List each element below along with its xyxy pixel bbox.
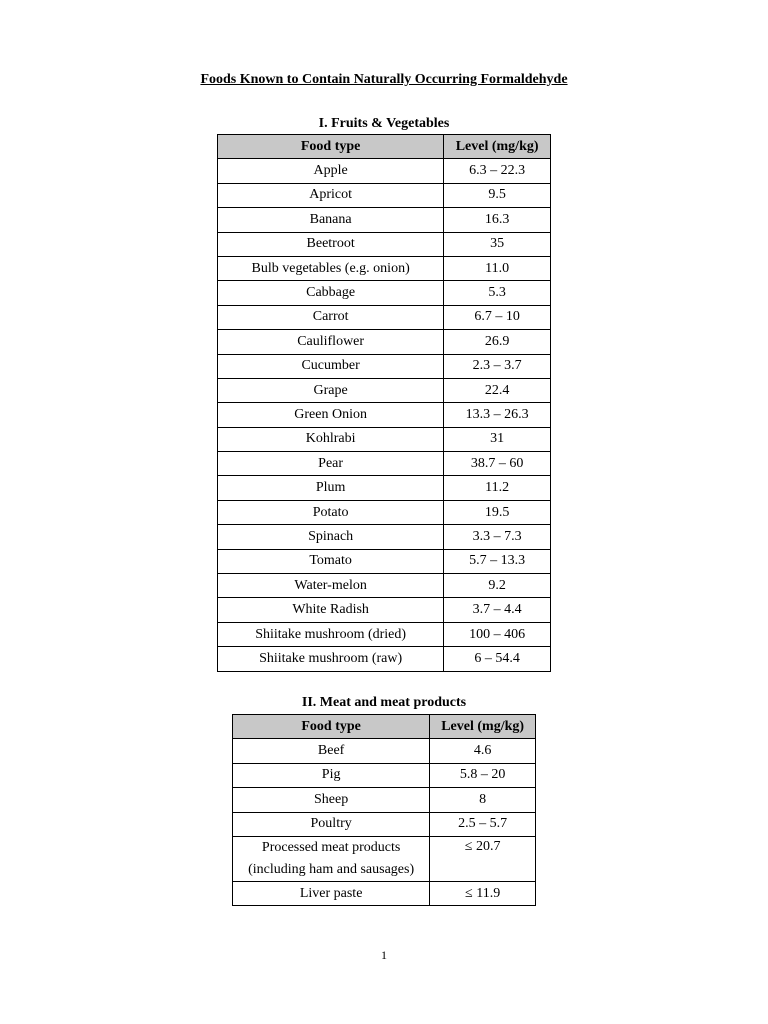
food-type-cell: Apricot (218, 183, 444, 207)
table-row (218, 403, 551, 427)
level-cell: 2.5 – 5.7 (430, 812, 536, 836)
table-header-row (233, 715, 536, 739)
food-type-cell: Plum (218, 476, 444, 500)
meat-products-table (232, 714, 536, 906)
level-cell: 13.3 – 26.3 (444, 403, 551, 427)
table-row (218, 598, 551, 622)
food-type-cell: Cucumber (218, 354, 444, 378)
section-title-fruits-vegetables: I. Fruits & Vegetables (318, 116, 450, 131)
food-type-cell: Green Onion (218, 403, 444, 427)
level-cell: 9.5 (444, 183, 551, 207)
food-type-cell (233, 836, 430, 881)
food-type-cell: Shiitake mushroom (dried) (218, 622, 444, 646)
food-type-cell: Grape (218, 378, 444, 402)
food-type-cell: Apple (218, 159, 444, 183)
level-cell: 26.9 (444, 330, 551, 354)
section-title-meat-products: II. Meat and meat products (301, 695, 467, 710)
level-cell: 4.6 (430, 739, 536, 763)
table-row (218, 500, 551, 524)
table-row (218, 354, 551, 378)
table-row (218, 378, 551, 402)
level-cell: 9.2 (444, 574, 551, 598)
level-cell: 35 (444, 232, 551, 256)
level-cell: ≤ 11.9 (430, 881, 536, 905)
food-type-cell: Poultry (233, 812, 430, 836)
table-row (218, 183, 551, 207)
table-row (233, 881, 536, 905)
table-row (218, 159, 551, 183)
table-row (218, 232, 551, 256)
food-type-cell: Beef (233, 739, 430, 763)
table-row (218, 330, 551, 354)
level-cell: 6 – 54.4 (444, 647, 551, 671)
table-row (218, 427, 551, 451)
level-cell: 2.3 – 3.7 (444, 354, 551, 378)
table-row (218, 525, 551, 549)
table-row (218, 647, 551, 671)
level-cell: 6.7 – 10 (444, 305, 551, 329)
level-cell: 3.7 – 4.4 (444, 598, 551, 622)
table-row (233, 788, 536, 812)
document-title: Foods Known to Contain Naturally Occurring Formaldehyde (200, 72, 568, 87)
table-row (218, 476, 551, 500)
food-type-cell: Potato (218, 500, 444, 524)
level-cell: 16.3 (444, 208, 551, 232)
level-cell: 5.3 (444, 281, 551, 305)
level-cell: 3.3 – 7.3 (444, 525, 551, 549)
level-cell: 5.8 – 20 (430, 763, 536, 787)
page-number: 1 (381, 948, 387, 962)
level-cell: 22.4 (444, 378, 551, 402)
table-row (233, 763, 536, 787)
food-type-cell: Liver paste (233, 881, 430, 905)
table-row (233, 836, 536, 881)
food-type-cell: Cabbage (218, 281, 444, 305)
food-type-cell: Sheep (233, 788, 430, 812)
food-type-cell: Pear (218, 452, 444, 476)
table-row (233, 812, 536, 836)
level-cell: 38.7 – 60 (444, 452, 551, 476)
column-header-food-type: Food type (218, 135, 444, 159)
level-cell: 31 (444, 427, 551, 451)
food-type-cell: Beetroot (218, 232, 444, 256)
table-row (218, 622, 551, 646)
table-row (218, 549, 551, 573)
level-cell: ≤ 20.7 (430, 836, 536, 881)
column-header-food-type: Food type (233, 715, 430, 739)
food-type-cell: Kohlrabi (218, 427, 444, 451)
food-type-note: (including ham and sausages) (248, 861, 415, 877)
food-type-cell: Shiitake mushroom (raw) (218, 647, 444, 671)
food-type-cell: Bulb vegetables (e.g. onion) (218, 256, 444, 280)
table-row (218, 281, 551, 305)
table-row (218, 305, 551, 329)
table-row (218, 256, 551, 280)
table-row (233, 739, 536, 763)
level-cell: 100 – 406 (444, 622, 551, 646)
level-cell: 11.0 (444, 256, 551, 280)
food-type-cell: Spinach (218, 525, 444, 549)
level-cell: 19.5 (444, 500, 551, 524)
level-cell: 11.2 (444, 476, 551, 500)
fruits-vegetables-table (217, 134, 551, 672)
food-type-cell: Banana (218, 208, 444, 232)
level-cell: 8 (430, 788, 536, 812)
column-header-level: Level (mg/kg) (430, 715, 536, 739)
table-header-row (218, 135, 551, 159)
food-type-cell: Tomato (218, 549, 444, 573)
food-type-cell: Pig (233, 763, 430, 787)
food-type-line: Processed meat products (261, 839, 401, 855)
food-type-cell: Carrot (218, 305, 444, 329)
table-row (218, 208, 551, 232)
column-header-level: Level (mg/kg) (444, 135, 551, 159)
food-type-cell: Cauliflower (218, 330, 444, 354)
table-row (218, 574, 551, 598)
food-type-cell: White Radish (218, 598, 444, 622)
level-cell: 5.7 – 13.3 (444, 549, 551, 573)
food-type-cell: Water-melon (218, 574, 444, 598)
level-cell: 6.3 – 22.3 (444, 159, 551, 183)
table-row (218, 452, 551, 476)
